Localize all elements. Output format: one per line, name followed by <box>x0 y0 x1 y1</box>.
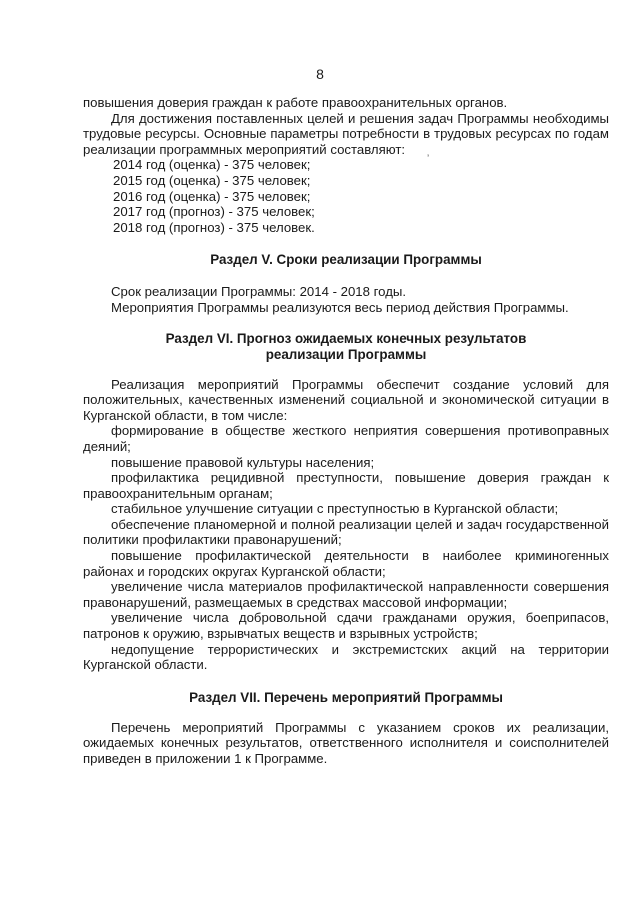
section-6-intro: Реализация мероприятий Программы обеспечит создание условий для положительных, качественных изменений социальной и экономической ситуации в Курганской области, в том числе: <box>83 376 609 423</box>
year-line: 2015 год (оценка) - 375 человек; <box>113 172 311 188</box>
result-item: повышение профилактической деятельности в наиболее криминогенных районах и городских округах Курганской области; <box>83 548 609 579</box>
section-5-heading: Раздел V. Сроки реализации Программы <box>210 252 482 268</box>
intro-paragraph: Для достижения поставленных целей и решения задач Программы необходимы трудовые ресурсы. Основные параметры потребности в трудовых ресурсах по годам реализации программных мероприятий составляют: <box>83 110 609 157</box>
result-item: обеспечение планомерной и полной реализации целей и задач государственной политики профилактики правонарушений; <box>83 516 609 548</box>
result-item: увеличение числа добровольной сдачи гражданами оружия, боеприпасов, патронов к оружию, взрывчатых веществ и взрывных устройств; <box>83 610 609 642</box>
result-item: недопущение террористических и экстремистских акций на территории Курганской области. <box>83 641 609 673</box>
section-5-line: Мероприятия Программы реализуются весь период действия Программы. <box>111 299 569 315</box>
section-6-heading-line: Раздел VI. Прогноз ожидаемых конечных результатов <box>165 330 527 346</box>
year-line: 2016 год (оценка) - 375 человек; <box>113 188 311 204</box>
result-item: повышение правовой культуры населения; <box>111 454 375 470</box>
year-line: 2014 год (оценка) - 375 человек; <box>113 157 311 173</box>
result-item: стабильное улучшение ситуации с преступностью в Курганской области; <box>111 501 559 517</box>
section-6-heading <box>83 331 609 363</box>
stray-mark: ʼ <box>427 154 430 165</box>
year-line: 2017 год (прогноз) - 375 человек; <box>113 204 315 220</box>
section-5-line: Срок реализации Программы: 2014 - 2018 годы. <box>111 284 407 300</box>
result-item: профилактика рецидивной преступности, повышение доверия граждан к правоохранительным органам; <box>83 470 609 501</box>
page-number: 8 <box>316 66 324 82</box>
result-item: увеличение числа материалов профилактической направленности совершения правонарушений, размещаемых в средствах массовой информации; <box>83 579 609 610</box>
document-body <box>83 95 609 767</box>
section-7-heading: Раздел VII. Перечень мероприятий Программы <box>189 689 503 705</box>
section-6-heading-line: реализации Программы <box>265 346 427 362</box>
year-line: 2018 год (прогноз) - 375 человек. <box>113 219 315 235</box>
result-item: формирование в обществе жесткого неприятия совершения противоправных деяний; <box>83 423 609 454</box>
intro-continuation: повышения доверия граждан к работе правоохранительных органов. <box>83 95 508 110</box>
section-7-text: Перечень мероприятий Программы с указанием сроков их реализации, ожидаемых конечных результатов, ответственного исполнителя и соисполнителей приведен в приложении 1 к Программе. <box>83 719 609 766</box>
labor-resources-list <box>83 157 609 235</box>
